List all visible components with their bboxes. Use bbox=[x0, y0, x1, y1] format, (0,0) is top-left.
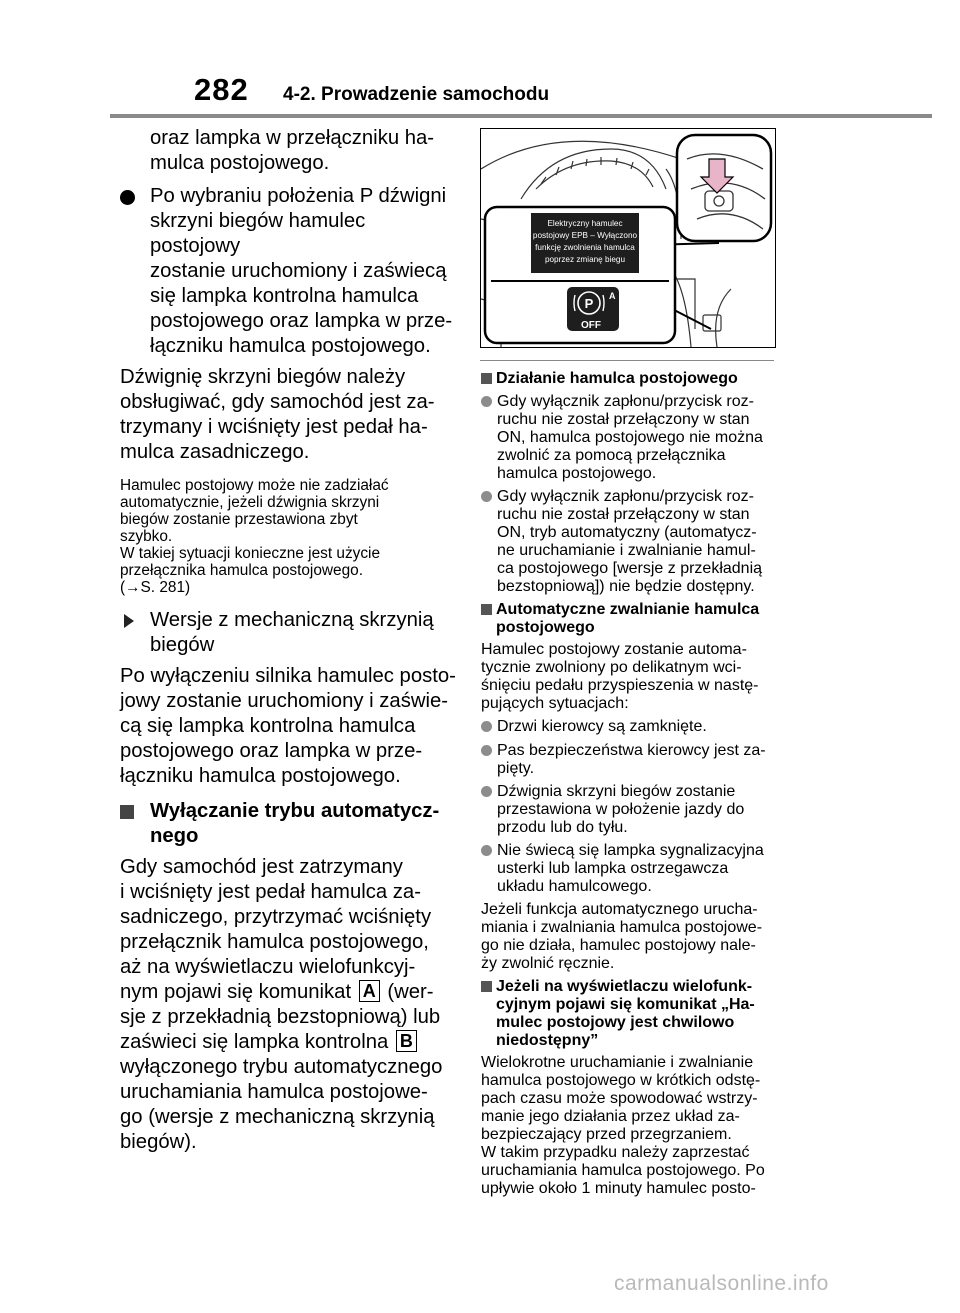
bullet-dot-icon bbox=[481, 491, 492, 502]
heading-auto-release: Automatyczne zwalnianie hamulca postojowego bbox=[481, 601, 803, 637]
paragraph-auto-release: Hamulec postojowy zostanie automa- tycznie zwolniony po delikatnym wci- śnięciu pedału przyspieszenia w nastę- pujących sytuacjach: bbox=[481, 641, 759, 712]
square-bullet-icon bbox=[120, 805, 134, 819]
bullet-dot-icon bbox=[481, 845, 492, 856]
svg-text:OFF: OFF bbox=[581, 320, 601, 331]
section-title: 4-2. Prowadzenie samochodu bbox=[283, 84, 550, 105]
bullet-dot-icon bbox=[481, 745, 492, 756]
label-b-box: B bbox=[396, 1030, 417, 1052]
bullet-gear-lever: Dźwignia skrzyni biegów zostanie przestawiona w położenie jazdy do przodu lub do tyłu. bbox=[481, 783, 803, 837]
paragraph-continuation: oraz lampka w przełączniku ha- mulca postojowego. bbox=[150, 127, 435, 174]
page-number: 282 bbox=[194, 72, 249, 107]
svg-text:Elektryczny hamulec: Elektryczny hamulec bbox=[547, 219, 623, 228]
bullet-dot-icon bbox=[481, 396, 492, 407]
watermark: carmanualsonline.info bbox=[614, 1272, 829, 1295]
dashboard-drawing bbox=[481, 129, 775, 347]
square-bullet-icon bbox=[481, 981, 492, 992]
bullet-driver-door: Drzwi kierowcy są zamknięte. bbox=[481, 718, 803, 737]
svg-text:P: P bbox=[584, 296, 594, 311]
bullet-dot-icon bbox=[481, 786, 492, 797]
paragraph-manual-release: Jeżeli funkcja automatycznego urucha- miania i zwalniania hamulca postojowe- go nie działa, hamulec postojowy nale- ży zwolnić ręcznie. bbox=[481, 901, 763, 972]
bullet-dot-icon bbox=[481, 721, 492, 732]
square-bullet-icon bbox=[481, 604, 492, 615]
heading-operation: Działanie hamulca postojowego bbox=[481, 370, 803, 389]
triangle-bullet-icon bbox=[124, 614, 134, 628]
left-column bbox=[120, 126, 460, 1163]
page-header bbox=[0, 0, 960, 120]
note-paragraph: Hamulec postojowy może nie zadziałać automatycznie, jeżeli dźwignia skrzyni biegów zostanie przestawiona zbyt szybko. W takiej sytuacji konieczne jest użycie przełącznika hamulca postojowego. (→S. 281) bbox=[120, 477, 460, 596]
svg-text:postojowy EPB – Wyłączono: postojowy EPB – Wyłączono bbox=[532, 231, 638, 240]
heading-unavailable-message: Jeżeli na wyświetlaczu wielofunk- cyjnym pojawi się komunikat „Ha- mulec postojowy jest chwilowo niedostępny” bbox=[481, 978, 803, 1050]
bullet-ignition-release: Gdy wyłącznik zapłonu/przycisk roz- ruchu nie został przełączony w stan ON, hamulca postojowego nie można zwolnić za pomocą przełącznika hamulca postojowego. bbox=[481, 393, 803, 483]
header-divider bbox=[110, 114, 932, 118]
bullet-automatic-park: Po wybraniu położenia P dźwigni skrzyni biegów hamulec postojowy zostanie uruchomiony i zaświecą się lampka kontrolna hamulca postojowego oraz lampka w prze- łączniku hamulca postojowego. bbox=[120, 184, 460, 359]
paragraph-disable-auto: Gdy samochód jest zatrzymany i wciśnięty jest pedał hamulca za- sadniczego, przytrzymać wciśnięty przełącznik hamulca postojowego, aż na wyświetlaczu wielofunkcyj- nym pojawi się komunikat A (wer- sje z przekładnią bezstopniową) lub zaświeci się lampka kontrolna B wyłączonego trybu automatycznego uruchamiania hamulca postojowe- go (wersje z mechaniczną skrzynią biegów). bbox=[120, 856, 443, 1153]
paragraph-gear-lever: Dźwignię skrzyni biegów należy obsługiwać, gdy samochód jest za- trzymany i wciśnięty jest pedał ha- mulca zasadniczego. bbox=[120, 366, 435, 463]
bullet-ignition-auto: Gdy wyłącznik zapłonu/przycisk roz- ruchu nie został przełączony w stan ON, tryb automatyczny (automatycz- ne uruchamianie i zwalnianie hamul- ca postojowego [wersje z przekładnią bezstopniową]) nie będzie dostępny. bbox=[481, 488, 803, 596]
square-bullet-icon bbox=[481, 373, 492, 384]
bullet-seatbelt: Pas bezpieczeństwa kierowcy jest za- pięty. bbox=[481, 742, 803, 778]
figure-divider bbox=[480, 360, 774, 361]
svg-text:poprzez zmianę biegu: poprzez zmianę biegu bbox=[544, 255, 626, 264]
paragraph-overheat: Wielokrotne uruchamianie i zwalnianie hamulca postojowego w krótkich odstę- pach czasu może spowodować wstrzy- manie jego działania przez układ za- bezpieczający przed przegrzaniem. W takim przypadku należy zaprzestać uruchamiania hamulca postojowego. Po upływie około 1 minuty hamulec posto- bbox=[481, 1054, 765, 1197]
svg-text:funkcję zwolnienia hamulca: funkcję zwolnienia hamulca bbox=[535, 243, 635, 252]
label-a-box: A bbox=[359, 980, 380, 1002]
svg-text:A: A bbox=[609, 291, 616, 301]
page-reference-link[interactable]: (→S. 281) bbox=[120, 579, 191, 596]
dashboard-illustration bbox=[480, 128, 776, 348]
right-column bbox=[481, 368, 803, 1203]
bullet-dot-icon bbox=[120, 190, 135, 205]
subheading-manual: Wersje z mechaniczną skrzynią biegów bbox=[120, 608, 460, 658]
heading-disable-auto: Wyłączanie trybu automatycz- nego bbox=[120, 799, 460, 849]
paragraph-manual: Po wyłączeniu silnika hamulec posto- jowy zostanie uruchomiony i zaświe- cą się lampka kontrolna hamulca postojowego oraz lampka w prze- łączniku hamulca postojowego. bbox=[120, 665, 456, 787]
bullet-warning-lamps: Nie świecą się lampka sygnalizacyjna usterki lub lampka ostrzegawcza układu hamulcowego. bbox=[481, 842, 803, 896]
